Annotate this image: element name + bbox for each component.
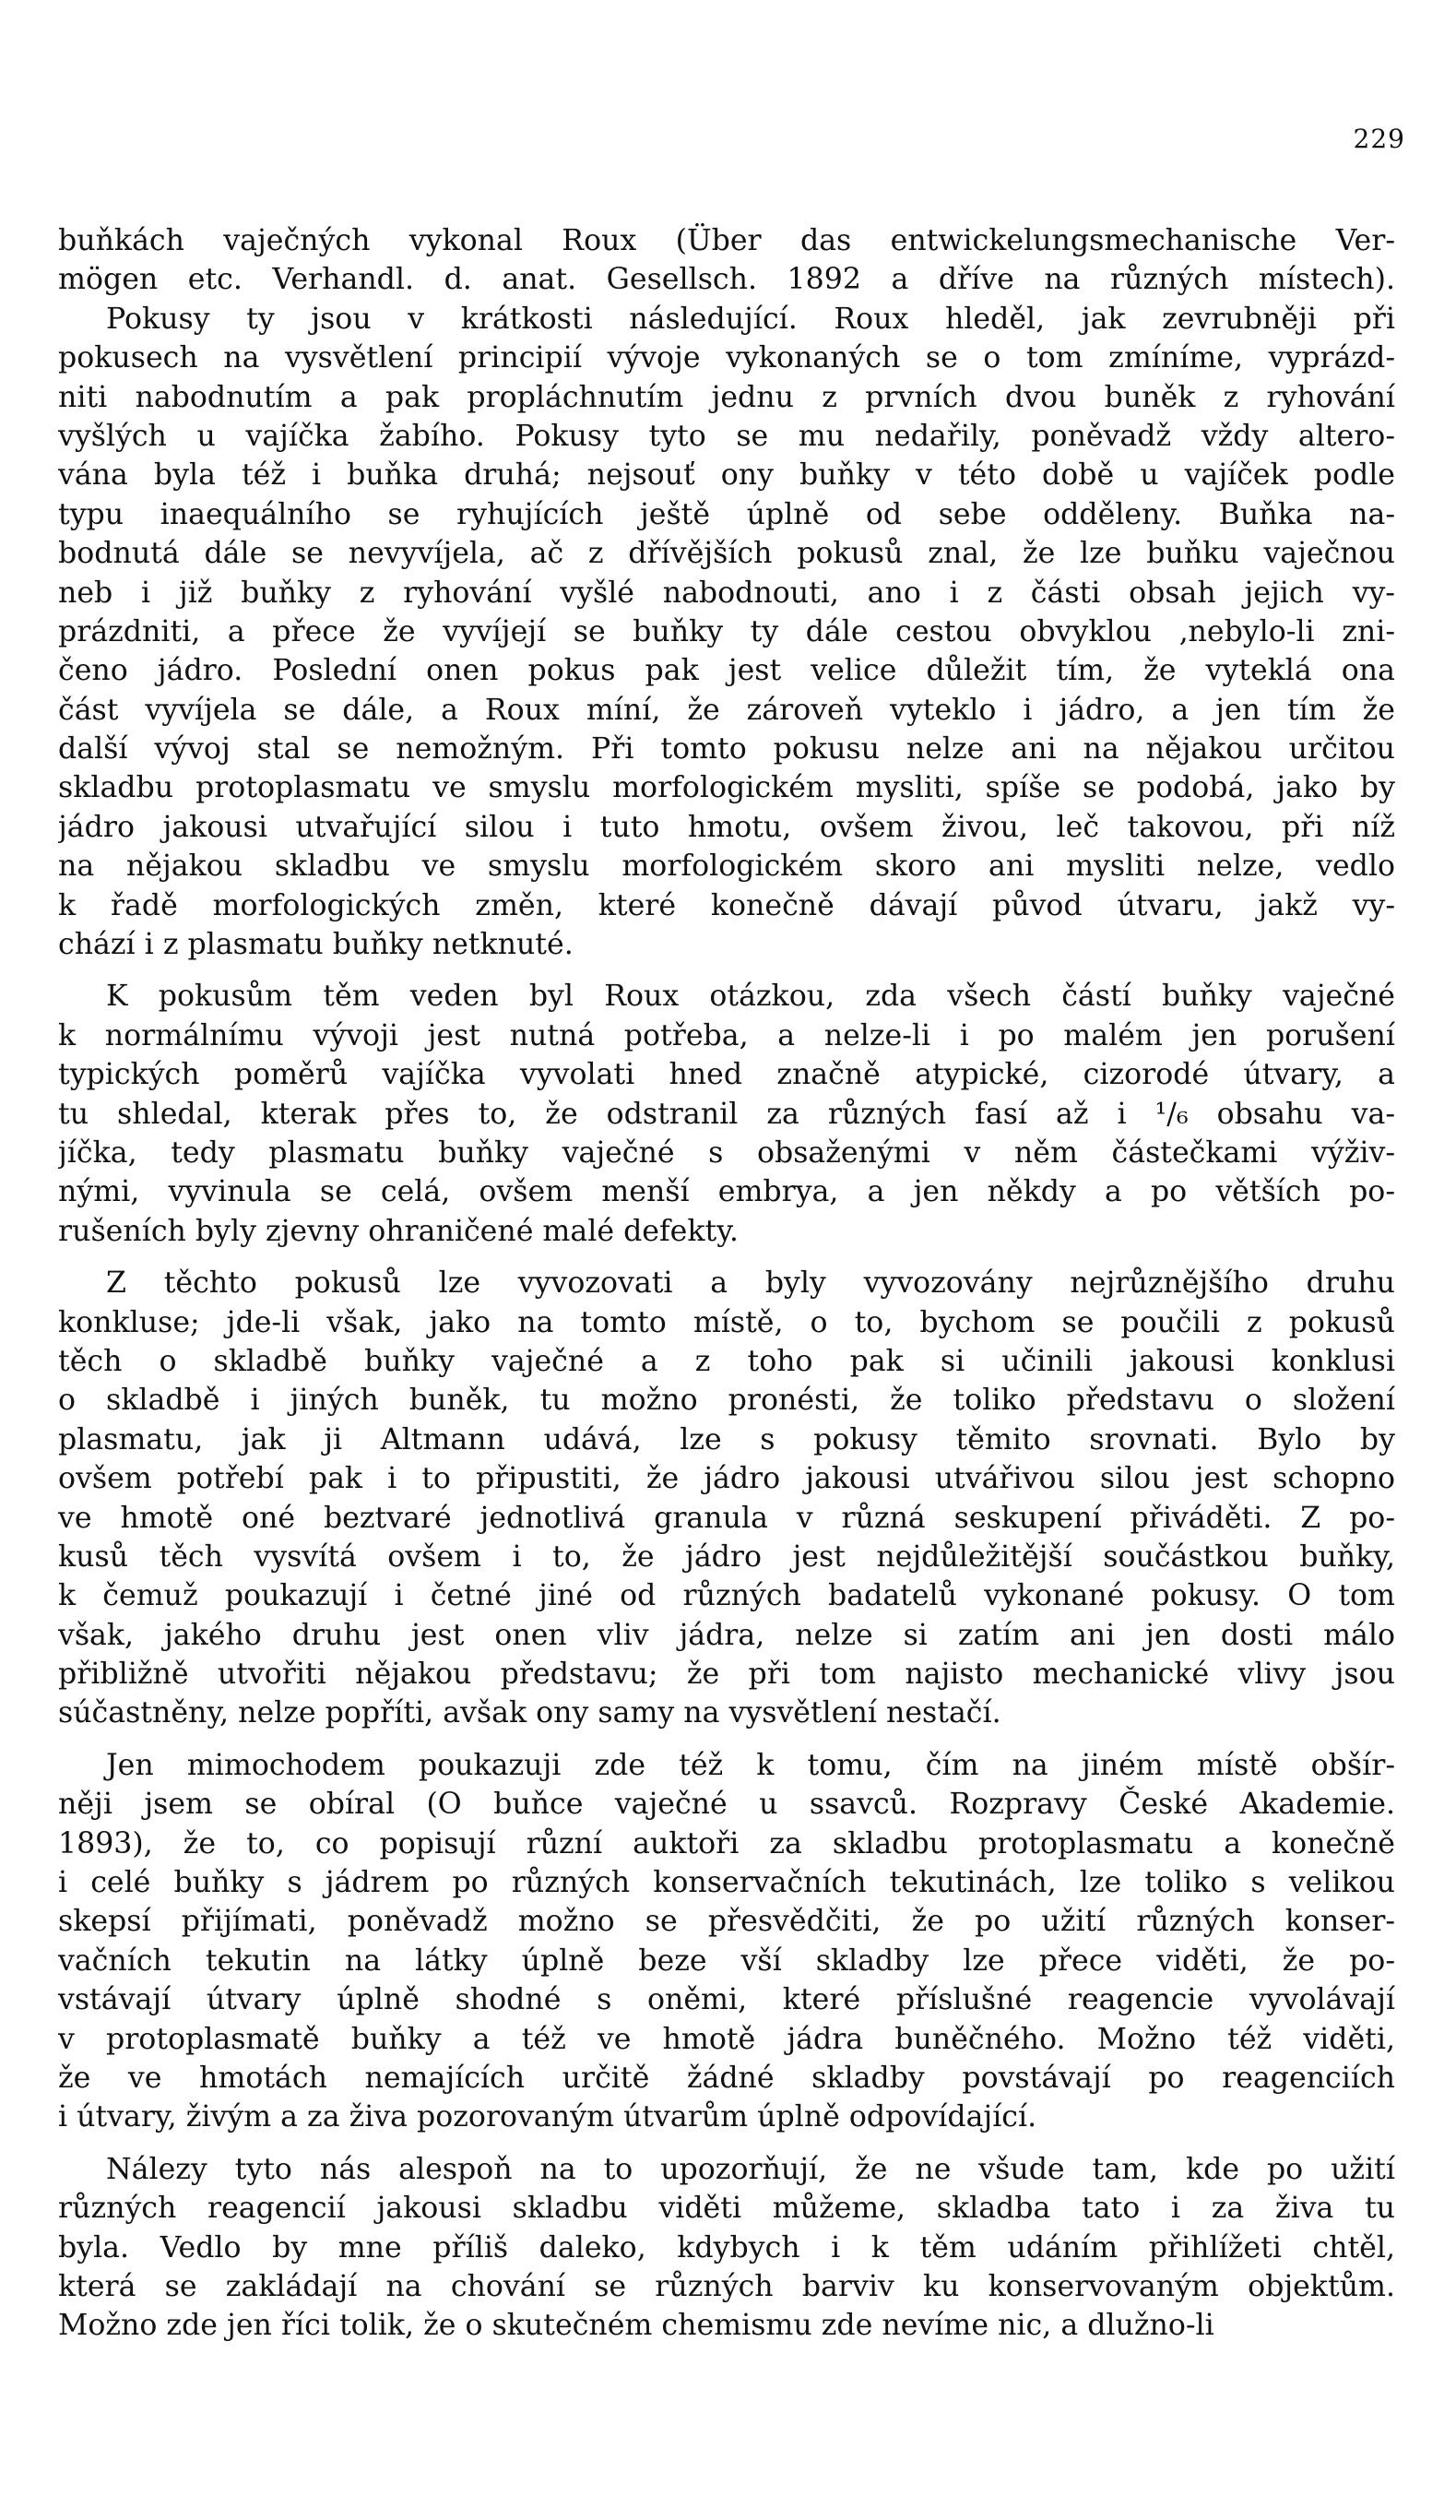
text-line: buňkách vaječných vykonal Roux (Über das entwickelungsmechanische Ver-: [58, 224, 1395, 257]
paragraph: [58, 2150, 1395, 2346]
text-line: jádro jakousi utvařující silou i tuto hmotu, ovšem živou, leč takovou, při níž: [58, 810, 1395, 844]
text-line: Jen mimochodem poukazuji zde též k tomu, čím na jiném místě obšír-: [106, 1748, 1395, 1782]
text-line: těch o skladbě buňky vaječné a z toho pak si učinili jakousi konklusi: [58, 1344, 1395, 1378]
text-line: čeno jádro. Poslední onen pokus pak jest velice důležit tím, že vyteklá ona: [58, 654, 1395, 688]
text-line: že ve hmotách nemajících určitě žádné skladby povstávají po reagenciích: [58, 2061, 1395, 2095]
text-line: Nálezy tyto nás alespoň na to upozorňují, že ne všude tam, kde po užití: [106, 2152, 1395, 2186]
text-line: něji jsem se obíral (O buňce vaječné u ssavců. Rozpravy České Akademie.: [58, 1788, 1395, 1822]
text-line: tu shledal, kterak přes to, že odstranil za různých fasí až i ¹/₆ obsahu va-: [58, 1097, 1395, 1131]
text-line: však, jakého druhu jest onen vliv jádra, nelze si zatím ani jen dosti málo: [58, 1618, 1395, 1652]
text-line: o skladbě i jiných buněk, tu možno pronésti, že toliko představu o složení: [58, 1384, 1395, 1418]
text-line: Z těchto pokusů lze vyvozovati a byly vyvozovány nejrůznějšího druhu: [106, 1266, 1395, 1301]
text-line: Možno zde jen říci tolik, že o skutečném chemismu zde nevíme nic, a dlužno-li: [58, 2309, 1214, 2343]
text-line: 1893), že to, co popisují různí auktoři za skladbu protoplasmatu a konečně: [58, 1826, 1395, 1860]
text-line: bodnutá dále se nevyvíjela, ač z dřívějších pokusů znal, že lze buňku vaječnou: [58, 537, 1395, 571]
text-line: mögen etc. Verhandl. d. anat. Gesellsch. 1892 a dříve na různých místech).: [58, 263, 1395, 297]
text-line: vána byla též i buňka druhá; nejsouť ony buňky v této době u vajíček podle: [58, 458, 1395, 493]
text-line: skepsí přijímati, poněvadž možno se přesvědčiti, že po užití různých konser-: [58, 1905, 1395, 1939]
text-line: část vyvíjela se dále, a Roux míní, že zároveň vyteklo i jádro, a jen tím že: [58, 693, 1395, 727]
text-line: nými, vyvinula se celá, ovšem menší embrya, a jen někdy a po větších po-: [58, 1175, 1395, 1209]
text-line: i celé buňky s jádrem po různých konservačních tekutinách, lze toliko s velikou: [58, 1866, 1395, 1900]
text-line: niti nabodnutím a pak propláchnutím jednu z prvních dvou buněk z ryhování: [58, 380, 1395, 414]
text-line: typických poměrů vajíčka vyvolati hned značně atypické, cizorodé útvary, a: [58, 1058, 1395, 1092]
text-line: různých reagencií jakousi skladbu viděti můžeme, skladba tato i za živa tu: [58, 2192, 1395, 2226]
text-line: ovšem potřebí pak i to připustiti, že jádro jakousi utvářivou silou jest schopno: [58, 1462, 1395, 1496]
text-line: i útvary, živým a za živa pozorovaným útvarům úplně odpovídající.: [58, 2100, 1037, 2134]
text-line: typu inaequálního se ryhujících ještě úplně od sebe odděleny. Buňka na-: [58, 497, 1395, 531]
text-line: rušeních byly zjevny ohraničené malé defekty.: [58, 1214, 739, 1248]
text-line: k řadě morfologických změn, které konečně dávají původ útvaru, jakž vy-: [58, 888, 1395, 922]
text-line: kusů těch vysvítá ovšem i to, že jádro jest nejdůležitější součástkou buňky,: [58, 1539, 1395, 1574]
text-line: ve hmotě oné beztvaré jednotlivá granula v různá seskupení přiváděti. Z po-: [58, 1501, 1395, 1535]
text-line: skladbu protoplasmatu ve smyslu morfologickém mysliti, spíše se podobá, jako by: [58, 771, 1395, 805]
text-line: vačních tekutin na látky úplně beze vší skladby lze přece viděti, že po-: [58, 1943, 1395, 1978]
text-line: jíčka, tedy plasmatu buňky vaječné s obsaženými v něm částečkami výživ-: [58, 1135, 1395, 1170]
text-line: v protoplasmatě buňky a též ve hmotě jádra buněčného. Možno též viděti,: [58, 2022, 1395, 2056]
text-line: neb i již buňky z ryhování vyšlé nabodnouti, ano i z části obsah jejich vy-: [58, 576, 1395, 610]
text-line: k čemuž poukazují i četné jiné od různých badatelů vykonané pokusy. O tom: [58, 1579, 1395, 1613]
text-line: přibližně utvořiti nějakou představu; že při tom najisto mechanické vlivy jsou: [58, 1658, 1395, 1692]
text-line: na nějakou skladbu ve smyslu morfologickém skoro ani mysliti nelze, vedlo: [58, 850, 1395, 884]
text-line: která se zakládají na chování se různých barviv ku konservovaným objektům.: [58, 2269, 1395, 2303]
body-text: [58, 221, 1395, 2359]
text-line: plasmatu, jak ji Altmann udává, lze s pokusy těmito srovnati. Bylo by: [58, 1422, 1395, 1456]
paragraph: [58, 1264, 1395, 1733]
text-line: súčastněny, nelze popříti, avšak ony samy na vysvětlení nestačí.: [58, 1696, 1001, 1730]
text-line: další vývoj stal se nemožným. Při tomto pokusu nelze ani na nějakou určitou: [58, 732, 1395, 767]
text-line: chází i z plasmatu buňky netknuté.: [58, 928, 574, 962]
text-line: k normálnímu vývoji jest nutná potřeba, a nelze-li i po malém jen porušení: [58, 1018, 1395, 1052]
text-line: byla. Vedlo by mne příliš daleko, kdybych i k těm udáním přihlížeti chtěl,: [58, 2230, 1395, 2264]
text-line: vstávají útvary úplně shodné s oněmi, které příslušné reagencie vyvolávají: [58, 1983, 1395, 2017]
paragraph: [58, 221, 1395, 964]
text-line: pokusech na vysvětlení principií vývoje vykonaných se o tom zmíníme, vyprázd-: [58, 341, 1395, 375]
text-line: Pokusy ty jsou v krátkosti následující. Roux hleděl, jak zevrubněji při: [106, 302, 1395, 336]
paragraph: [58, 1746, 1395, 2137]
paragraph: [58, 977, 1395, 1251]
page-number: 229: [1353, 124, 1405, 154]
text-line: konkluse; jde-li však, jako na tomto místě, o to, bychom se poučili z pokusů: [58, 1305, 1395, 1339]
text-line: vyšlých u vajíčka žabího. Pokusy tyto se mu nedařily, poněvadž vždy altero-: [58, 419, 1395, 453]
text-line: K pokusům těm veden byl Roux otázkou, zda všech částí buňky vaječné: [106, 980, 1395, 1014]
text-line: prázdniti, a přece že vyvíjejí se buňky ty dále cestou obvyklou ‚nebylo-li zni-: [58, 614, 1395, 648]
